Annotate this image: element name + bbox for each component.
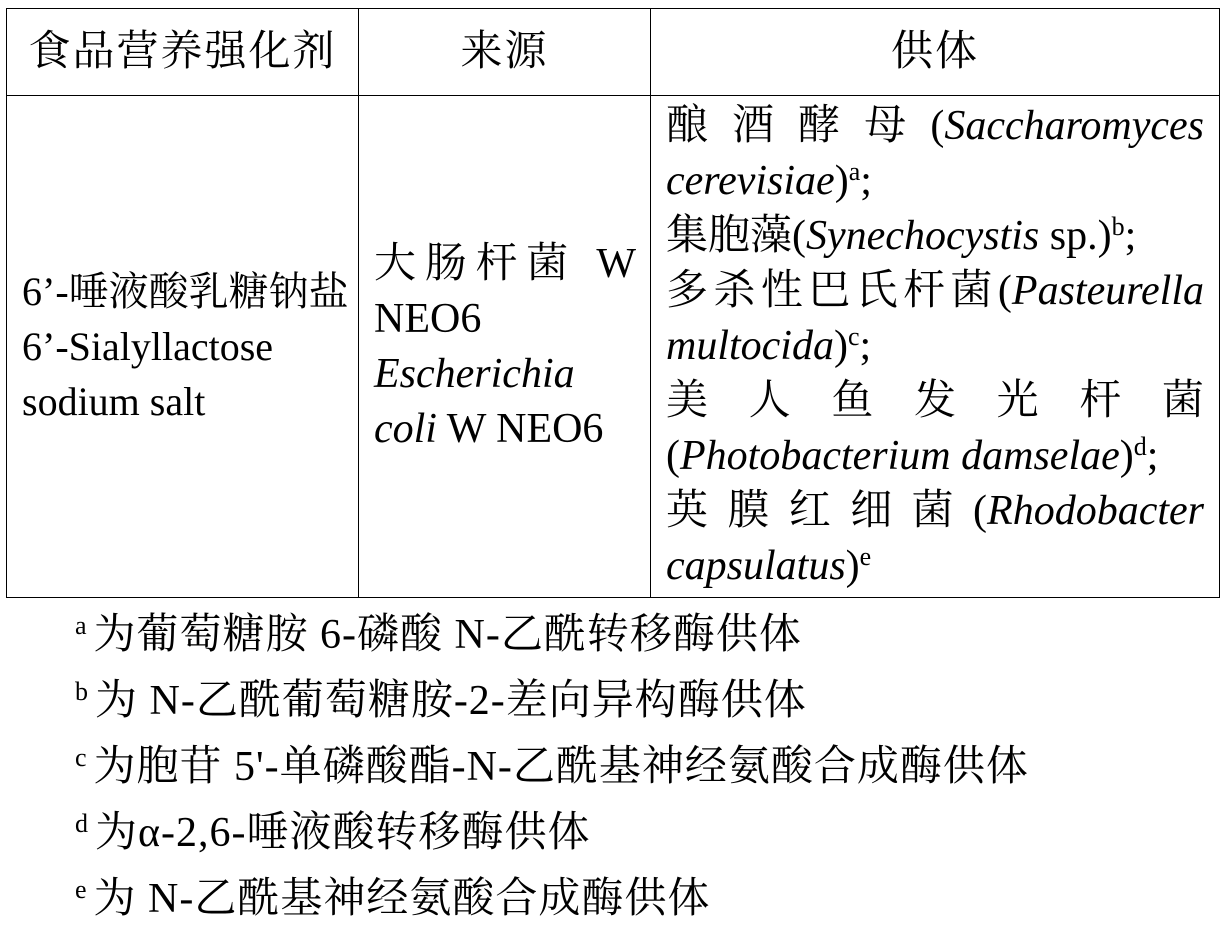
- footnote-ref: c: [847, 322, 860, 351]
- header-donor: 供体: [651, 9, 1220, 96]
- donor-separator: ;: [860, 158, 872, 204]
- nutrient-name-cn: 6’-唾液酸乳糖钠盐: [22, 269, 349, 314]
- source-genus: Escherichia: [374, 350, 575, 397]
- cell-nutrient: [7, 96, 359, 598]
- paren-open: (: [666, 433, 680, 479]
- donor-name-cn: 英膜红细菌: [666, 488, 974, 534]
- paren-open: (: [930, 103, 945, 149]
- donor-line: [666, 154, 1204, 209]
- footnote-mark: d: [75, 809, 88, 838]
- footnote: [75, 866, 1029, 932]
- footnote-text: 为 N-乙酰基神经氨酸合成酶供体: [93, 876, 711, 922]
- footnote-mark: a: [75, 611, 87, 640]
- donor-line: [666, 429, 1204, 484]
- source-cn: [374, 237, 636, 347]
- footnote-ref: e: [859, 542, 872, 571]
- donor-line: [666, 539, 1204, 594]
- paren-open: (: [792, 213, 807, 259]
- donor-entry: [666, 209, 1204, 264]
- donor-entry: [666, 484, 1204, 594]
- donor-epithet: damselae: [961, 433, 1120, 479]
- footnote-text: 为 N-乙酰葡萄糖胺-2-差向异构酶供体: [95, 678, 807, 724]
- paren-close: ): [1097, 213, 1112, 259]
- donor-entry: [666, 264, 1204, 374]
- paren-close: ): [1119, 433, 1134, 479]
- donor-genus: Pasteurella: [1011, 268, 1204, 314]
- footnote-mark: c: [75, 743, 87, 772]
- donor-table: [6, 8, 1220, 598]
- source-strain: W NEO6: [446, 405, 604, 452]
- donor-name-cn: 多杀性巴氏杆菌: [666, 268, 998, 314]
- donor-line: [666, 99, 1204, 154]
- paren-open: (: [997, 268, 1012, 314]
- donor-entry: [666, 99, 1204, 209]
- footnote: [75, 800, 1029, 866]
- cell-donor: [651, 96, 1220, 598]
- footnote: [75, 734, 1029, 800]
- footnote-ref: b: [1111, 212, 1125, 241]
- footnote: [75, 668, 1029, 734]
- donor-genus: Saccharomyces: [944, 103, 1204, 149]
- donor-name-cn: 集胞藻: [666, 213, 793, 259]
- nutrient-name-en: 6’-Sialyllactose sodium salt: [22, 324, 274, 424]
- header-source: 来源: [359, 9, 651, 96]
- donor-line: [666, 209, 1204, 264]
- source-name-cn: 大肠杆菌: [374, 240, 578, 287]
- donor-name-cn: 酿酒酵母: [666, 103, 931, 149]
- footnote-mark: e: [75, 875, 87, 904]
- donor-genus: Photobacterium: [680, 433, 951, 479]
- donor-line: [666, 264, 1204, 319]
- footnote-text: 为胞苷 5'-单磷酸酯-N-乙酰基神经氨酸合成酶供体: [93, 744, 1029, 790]
- donor-epithet: cerevisiae: [666, 158, 835, 204]
- footnote-text: 为葡萄糖胺 6-磷酸 N-乙酰转移酶供体: [93, 612, 802, 658]
- footnotes: [75, 602, 1029, 932]
- donor-line: [666, 374, 1204, 429]
- donor-line: [666, 319, 1204, 374]
- footnote-mark: b: [75, 677, 88, 706]
- donor-epithet: capsulatus: [666, 543, 846, 589]
- footnote-text: 为α-2,6-唾液酸转移酶供体: [95, 810, 591, 856]
- footnote-ref: d: [1133, 432, 1147, 461]
- donor-separator: ;: [859, 323, 872, 369]
- header-nutrient: 食品营养强化剂: [7, 9, 359, 96]
- source-epithet: coli: [374, 405, 437, 452]
- paren-open: (: [973, 488, 988, 534]
- donor-entry: [666, 374, 1204, 484]
- donor-genus: Synechocystis: [806, 213, 1040, 259]
- donor-name-cn: 美人鱼发光杆菌: [666, 378, 1204, 424]
- donor-separator: ;: [1124, 213, 1137, 259]
- table-header-row: [7, 9, 1220, 96]
- paren-close: ): [845, 543, 860, 589]
- donor-epithet: multocida: [666, 323, 834, 369]
- donor-line: [666, 484, 1204, 539]
- donor-separator: ;: [1146, 433, 1159, 479]
- table-row: [7, 96, 1220, 598]
- footnote: [75, 602, 1029, 668]
- paren-close: ): [833, 323, 848, 369]
- donor-genus: Rhodobacter: [987, 488, 1204, 534]
- source-latin: [374, 347, 636, 457]
- cell-source: [359, 96, 651, 598]
- footnote-ref: a: [848, 157, 861, 186]
- paren-close: ): [834, 158, 849, 204]
- donor-qualifier: sp.: [1049, 213, 1098, 259]
- source-strain: W NEO6: [374, 240, 636, 342]
